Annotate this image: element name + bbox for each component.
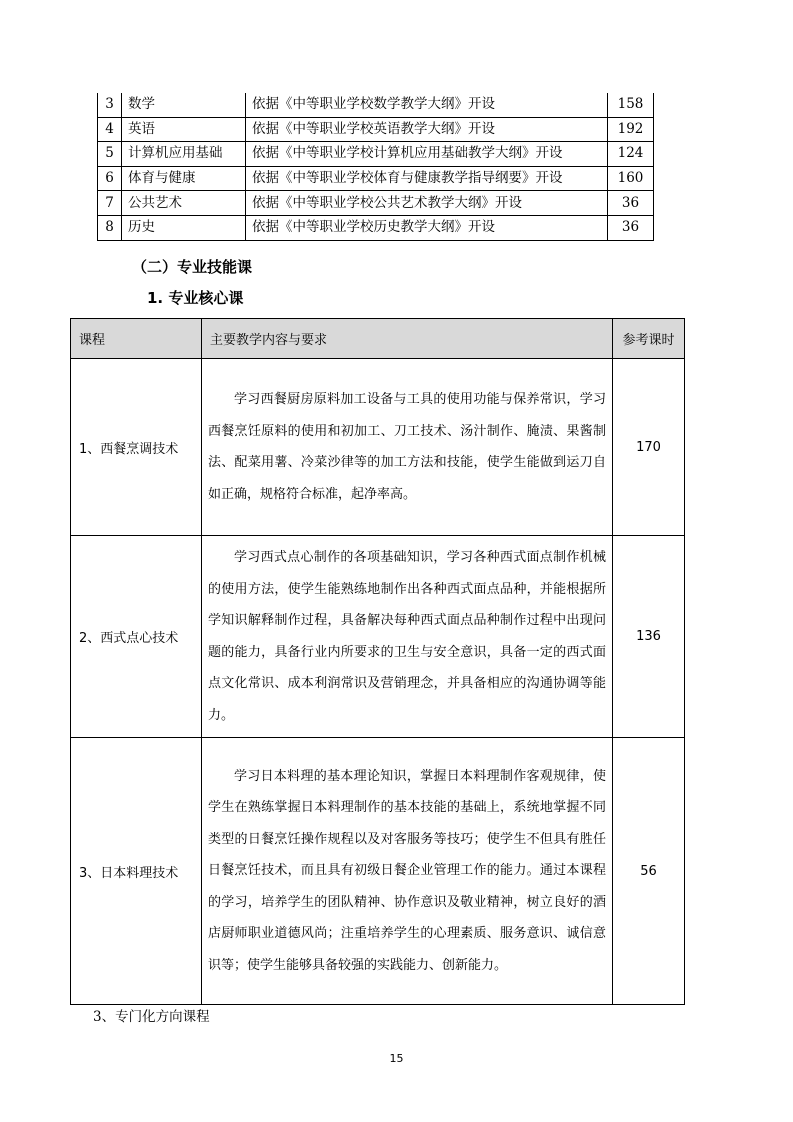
course-description: 学习日本料理的基本理论知识，掌握日本料理制作客观规律，使学生在熟练掌握日本料理制作的基本技能的基础上，系统地掌握不同类型的日餐烹饪操作规程以及对客服务等技巧；使学生不但具有胜任日餐烹饪技术，而且具有初级日餐企业管理工作的能力。通过本课程的学习，培养学生的团队精神、协作意识及敬业精神，树立良好的酒店厨师职业道德风尚；注重培养学生的心理素质、服务意识、诚信意识等；使学生能够具备较强的实践能力、创新能力。: [202, 738, 613, 1005]
course-description: 学习西餐厨房原料加工设备与工具的使用功能与保养常识，学习西餐烹饪原料的使用和初加工、刀工技术、汤汁制作、腌渍、果酱制法、配菜用薯、冷菜沙律等的加工方法和技能，使学生能做到运刀自如正确，规格符合标准，起净率高。: [202, 359, 613, 536]
course-name: 公共艺术: [122, 191, 246, 216]
course-hours: 36: [608, 215, 654, 240]
course-no: 5: [98, 142, 122, 167]
table-row: [71, 536, 685, 738]
header-content: 主要教学内容与要求: [202, 319, 613, 359]
course-name: 计算机应用基础: [122, 142, 246, 167]
course-no: 7: [98, 191, 122, 216]
table-row: [98, 215, 654, 240]
table-header-row: [71, 319, 685, 359]
course-name: 数学: [122, 93, 246, 117]
course-title: 1、西餐烹调技术: [71, 359, 202, 536]
course-title: 2、西式点心技术: [71, 536, 202, 738]
table-row: [98, 166, 654, 191]
course-name: 历史: [122, 215, 246, 240]
course-name: 体育与健康: [122, 166, 246, 191]
subsection-heading: 1. 专业核心课: [147, 289, 244, 307]
course-no: 3: [98, 93, 122, 117]
core-courses-table: [70, 318, 685, 1005]
course-hours: 192: [608, 117, 654, 142]
header-course: 课程: [71, 319, 202, 359]
course-title: 3、日本料理技术: [71, 738, 202, 1005]
table-row: [71, 359, 685, 536]
course-hours: 136: [613, 536, 685, 738]
course-hours: 124: [608, 142, 654, 167]
course-hours: 170: [613, 359, 685, 536]
footer-note: 3、专门化方向课程: [93, 1009, 210, 1025]
course-basis: 依据《中等职业学校公共艺术教学大纲》开设: [246, 191, 608, 216]
course-no: 4: [98, 117, 122, 142]
course-hours: 56: [613, 738, 685, 1005]
course-no: 8: [98, 215, 122, 240]
course-basis: 依据《中等职业学校计算机应用基础教学大纲》开设: [246, 142, 608, 167]
course-basis: 依据《中等职业学校体育与健康教学指导纲要》开设: [246, 166, 608, 191]
header-hours: 参考课时: [613, 319, 685, 359]
course-hours: 158: [608, 93, 654, 117]
course-hours: 36: [608, 191, 654, 216]
course-no: 6: [98, 166, 122, 191]
table-row: [98, 142, 654, 167]
page-number: 15: [389, 1052, 404, 1065]
course-basis: 依据《中等职业学校历史教学大纲》开设: [246, 215, 608, 240]
table-row: [71, 738, 685, 1005]
table-row: [98, 117, 654, 142]
table-row: [98, 93, 654, 117]
course-hours: 160: [608, 166, 654, 191]
course-name: 英语: [122, 117, 246, 142]
course-basis: 依据《中等职业学校数学教学大纲》开设: [246, 93, 608, 117]
course-description: 学习西式点心制作的各项基础知识，学习各种西式面点制作机械的使用方法，使学生能熟练地制作出各种西式面点品种，并能根据所学知识解释制作过程，具备解决每种西式面点品种制作过程中出现问题的能力，具备行业内所要求的卫生与安全意识，具备一定的西式面点文化常识、成本利润常识及营销理念，并具备相应的沟通协调等能力。: [202, 536, 613, 738]
table-row: [98, 191, 654, 216]
public-courses-table: [97, 93, 654, 241]
course-basis: 依据《中等职业学校英语教学大纲》开设: [246, 117, 608, 142]
section-heading: （二）专业技能课: [132, 258, 253, 276]
